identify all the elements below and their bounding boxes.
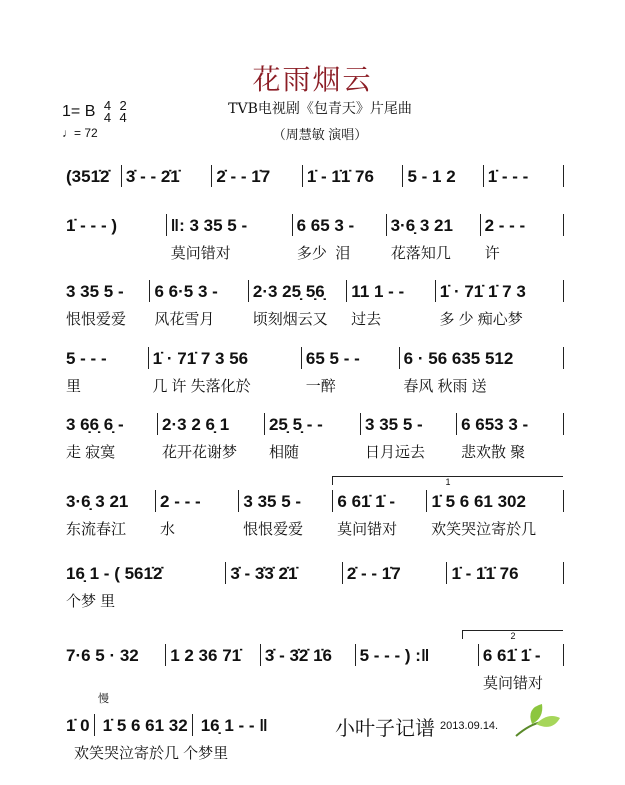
lyric [62, 672, 166, 690]
lyric: 欢笑哭泣寄於几 个梦里 [74, 745, 229, 762]
measure: 1̇ 5 6 61 32 [99, 714, 193, 736]
measure: 6 61̇ 1̇ - [333, 490, 427, 512]
measure: 1̇ - 1̇1̇ 76 [447, 562, 564, 584]
score-row [62, 477, 564, 538]
ts-bottom: 4 [103, 110, 112, 125]
lyric: 个梦 里 [66, 593, 116, 610]
key-signature [62, 100, 127, 124]
measure: 1̇ - - - [484, 165, 564, 187]
measure: 7·6 5 · 32 [62, 644, 166, 666]
notes-line [62, 212, 564, 236]
lyric [62, 742, 70, 760]
lyric: 悲欢散 聚 [461, 444, 526, 461]
measure: 1 2 36 71̇ [166, 644, 261, 666]
song-subtitle: TVB电视剧《包青天》片尾曲 [228, 101, 412, 117]
measure: 1̇ - 1̇1̇ 76 [303, 165, 404, 187]
measure: 5 - - - [62, 347, 149, 369]
measure: 6 · 56 635 512 [400, 347, 564, 369]
measure: 3 35 5 - [62, 280, 150, 302]
volta-bracket: 1 [332, 476, 563, 485]
lyrics-line [62, 672, 564, 690]
measure: 5 - - - ) :‖ [356, 644, 479, 666]
lyric [62, 193, 122, 211]
time-signature-1 [104, 100, 111, 124]
measure: 6 61̇ 1̇ - [479, 644, 564, 666]
lyric [232, 742, 240, 760]
lyrics-line [62, 242, 564, 260]
measure: 6 653 3 - [457, 413, 564, 435]
lyric [212, 193, 303, 211]
score-row [62, 411, 564, 459]
measure: 25̣ 5̣ - - [265, 413, 361, 435]
measure: 16̣ 1 - ( 561̇2̇ [62, 562, 226, 584]
measure: 5 - 1 2 [403, 165, 483, 187]
ts-top: 4 [103, 98, 112, 113]
measure: 6 65 3 - [293, 214, 387, 236]
notes-line [62, 642, 564, 666]
key-label: 1= B [62, 103, 96, 121]
volta-bracket: 2 [462, 630, 563, 639]
lyric: 莫问错对 [337, 521, 398, 538]
lyric [356, 672, 480, 690]
singer-credit: （周慧敏 演唱） [272, 127, 368, 142]
song-title: 花雨烟云 [252, 63, 373, 96]
score-row [62, 345, 564, 393]
measure: 1̇ · 71̇ 1̇ 7 3 [436, 280, 564, 302]
score-row [62, 560, 564, 608]
score-row [62, 278, 564, 326]
measure: 2·3 25̣ 5̣6̣ [249, 280, 347, 302]
measure: 2̇ - - 1̇7 [343, 562, 448, 584]
lyric: 过去 [351, 311, 382, 328]
lyric [303, 193, 404, 211]
measure: 3·6̣ 3 21 [387, 214, 481, 236]
lyrics-line [62, 193, 564, 211]
lyric: 许 [484, 245, 500, 262]
measure: 3̇ - 3̇2̇ 1̇6 [261, 644, 356, 666]
lyric [166, 672, 261, 690]
measure: 11 1 - - [347, 280, 435, 302]
measure: ‖: 3 35 5 - [167, 214, 293, 236]
lyric [227, 590, 343, 608]
lyric: 花开花谢梦 [162, 444, 238, 461]
notes-line [62, 488, 564, 512]
tempo-mark: ♩= 72 [62, 126, 98, 140]
ts-bottom: 4 [119, 110, 127, 125]
measure: (351̇2̇ [62, 165, 122, 187]
lyric: 莫问错对 [483, 675, 544, 692]
measure: 1̇ 0 [62, 714, 95, 736]
lyric: 莫问错对 [170, 245, 231, 262]
lyric [343, 590, 447, 608]
score-row [62, 631, 564, 692]
lyric: 多少 泪 [296, 245, 351, 262]
lyrics-line [62, 590, 564, 608]
lyrics-line [62, 742, 564, 760]
measure: 1̇ - - - ) [62, 214, 167, 236]
score-row [62, 212, 564, 260]
lyric: 花落知几 [390, 245, 451, 262]
notes-line [62, 278, 564, 302]
slow-mark: 慢 [98, 693, 109, 705]
lyric: 走 寂寞 [66, 444, 116, 461]
measure: 2 - - - [481, 214, 564, 236]
notes-line [62, 345, 564, 369]
leaf-icon [512, 702, 562, 738]
score-row [62, 163, 564, 211]
notes-line [62, 163, 564, 187]
measure: 3̇ - - 2̇1̇ [122, 165, 212, 187]
lyrics-line [62, 375, 564, 393]
measure: 6 6·5 3 - [150, 280, 248, 302]
measure: 3 6̣6̣ 6̣ - [62, 413, 158, 435]
measure: 2·3 2 6̣ 1 [158, 413, 265, 435]
measure: 2 - - - [156, 490, 239, 512]
measure: 1̇ 5 6 61 302 [427, 490, 564, 512]
lyric: 相随 [269, 444, 300, 461]
lyric: 恨恨爱爱 [66, 311, 127, 328]
lyric: 风花雪月 [154, 311, 215, 328]
measure: 2̇ - - 1̇7 [212, 165, 302, 187]
lyric: 水 [159, 521, 175, 538]
lyric: 春风 秋雨 送 [403, 378, 487, 395]
lyric [62, 242, 167, 260]
lyrics-line [62, 441, 564, 459]
measure: 1̇ · 71̇ 7 3 56 [149, 347, 302, 369]
ts-top: 2 [119, 98, 127, 113]
lyric: 一醉 [305, 378, 336, 395]
time-signature-2 [120, 100, 127, 124]
lyric [448, 590, 564, 608]
lyric [404, 193, 484, 211]
measure: 65 5 - - [302, 347, 400, 369]
measure: 3 35 5 - [361, 413, 457, 435]
lyric: 东流春江 [66, 521, 127, 538]
lyric: 欢笑哭泣寄於几 [431, 521, 537, 538]
lyric [484, 193, 564, 211]
lyric [261, 672, 356, 690]
lyric: 里 [66, 378, 82, 395]
measure: 3·6̣ 3 21 [62, 490, 156, 512]
lyric: 多 少 痴心梦 [439, 311, 523, 328]
lyrics-line [62, 308, 564, 326]
transcription-date: 2013.09.14. [440, 720, 499, 732]
lyric: 顷刻烟云又 [252, 311, 328, 328]
lyric: 日月远去 [365, 444, 426, 461]
lyric: 恨恨爱爱 [243, 521, 304, 538]
measure: 3 35 5 - [239, 490, 333, 512]
transcriber-signature: 小叶子记谱 [335, 716, 435, 740]
notes-line [62, 560, 564, 584]
notes-line [62, 411, 564, 435]
lyric [122, 193, 213, 211]
measure: 16̣ 1 - - ‖ [200, 716, 268, 735]
lyrics-line [62, 518, 564, 536]
lyric: 几 许 失落化於 [152, 378, 251, 395]
measure: 3̇ - 3̇3̇ 2̇1̇ [226, 562, 343, 584]
